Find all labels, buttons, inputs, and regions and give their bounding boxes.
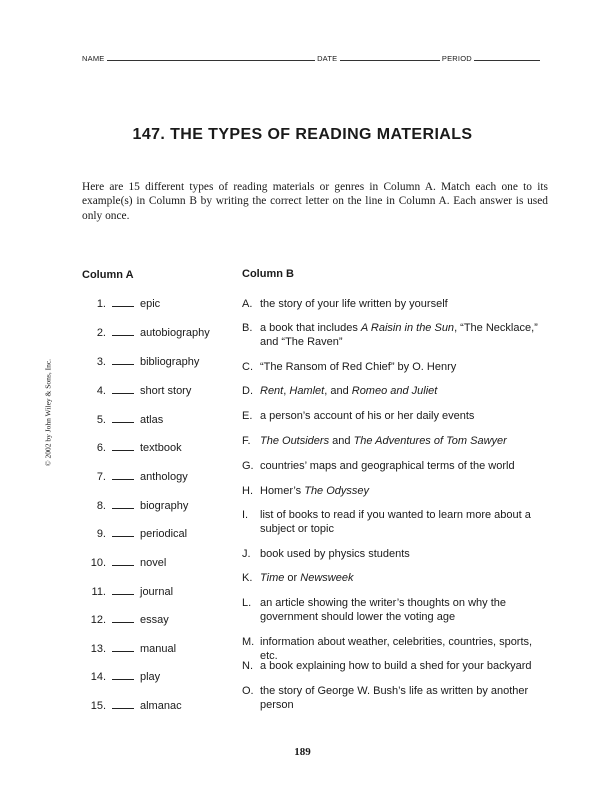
example-description (260, 508, 552, 536)
title-italic: The Outsiders (260, 435, 330, 447)
answer-blank[interactable] (112, 470, 134, 480)
text-fragment: countries’ maps and geographical terms of the world (260, 460, 515, 472)
answer-blank[interactable] (112, 441, 134, 451)
item-number: 3. (96, 356, 106, 368)
item-letter: E. (242, 410, 253, 422)
item-letter: B. (242, 322, 253, 334)
column-b-item (242, 321, 552, 349)
item-number: 15. (90, 700, 106, 712)
title-italic: The Adventures of Tom Sawyer (353, 435, 507, 447)
column-a-item (82, 413, 163, 427)
item-number: 2. (96, 327, 106, 339)
genre-term: play (140, 671, 161, 683)
item-letter: D. (242, 385, 253, 397)
text-fragment: book used by physics students (260, 548, 410, 560)
genre-term: epic (140, 298, 161, 310)
item-letter: H. (242, 485, 253, 497)
genre-term: atlas (140, 414, 164, 426)
column-b-item (242, 434, 552, 448)
period-blank[interactable] (474, 54, 540, 61)
item-number: 13. (90, 643, 106, 655)
student-info-header (82, 54, 552, 63)
genre-term: periodical (140, 528, 188, 540)
item-letter: O. (242, 685, 254, 697)
text-fragment: , and (324, 385, 352, 397)
item-number: 5. (96, 414, 106, 426)
column-a-item (82, 326, 210, 340)
item-letter: F. (242, 435, 251, 447)
example-description (260, 571, 552, 585)
example-description (260, 321, 552, 349)
column-b-item (242, 297, 552, 311)
column-a-item (82, 499, 188, 513)
genre-term: textbook (140, 442, 182, 454)
name-label: NAME (82, 54, 105, 63)
genre-term: novel (140, 557, 167, 569)
title-italic: A Raisin in the Sun (360, 322, 455, 334)
text-fragment: information about weather, celebrities, countries, sports, etc. (260, 636, 533, 662)
example-description (260, 297, 552, 311)
example-description (260, 596, 552, 624)
item-number: 12. (90, 614, 106, 626)
text-fragment: or (284, 572, 301, 584)
answer-blank[interactable] (112, 499, 134, 509)
example-description (260, 659, 552, 673)
example-description (260, 434, 552, 448)
genre-term: manual (140, 643, 177, 655)
item-number: 7. (96, 471, 106, 483)
date-blank[interactable] (340, 54, 440, 61)
page-title: 147. THE TYPES OF READING MATERIALS (132, 126, 473, 143)
genre-term: biography (140, 500, 189, 512)
date-label: DATE (317, 54, 338, 63)
genre-term: anthology (140, 471, 188, 483)
item-letter: J. (242, 548, 251, 560)
example-description (260, 384, 552, 398)
genre-term: short story (140, 385, 192, 397)
item-number: 6. (96, 442, 106, 454)
column-b-item (242, 360, 552, 374)
answer-blank[interactable] (112, 699, 134, 709)
genre-term: almanac (140, 700, 182, 712)
item-letter: I. (242, 509, 249, 521)
column-a-item (82, 670, 160, 684)
column-b-item (242, 547, 552, 561)
text-fragment: and (329, 435, 354, 447)
answer-blank[interactable] (112, 413, 134, 423)
example-description (260, 459, 552, 473)
text-fragment: a book that includes (260, 322, 361, 334)
copyright-notice: © 2002 by John Wiley & Sons, Inc. (43, 358, 53, 467)
column-b-item (242, 384, 552, 398)
answer-blank[interactable] (112, 585, 134, 595)
text-fragment: Homer’s (260, 485, 305, 497)
column-a-item (82, 613, 169, 627)
item-letter: K. (242, 572, 253, 584)
column-b-item (242, 409, 552, 423)
text-fragment: , “The Necklace,” and “The Raven” (260, 322, 538, 348)
genre-term: journal (140, 586, 174, 598)
item-number: 8. (96, 500, 106, 512)
item-number: 1. (96, 298, 106, 310)
item-letter: C. (242, 361, 253, 373)
item-number: 9. (96, 528, 106, 540)
item-letter: G. (242, 460, 254, 472)
answer-blank[interactable] (112, 297, 134, 307)
column-b-heading: Column B (242, 268, 294, 280)
text-fragment: a book explaining how to build a shed for your backyard (260, 660, 532, 672)
title-italic: The Odyssey (304, 485, 370, 497)
column-a-item (82, 699, 182, 713)
title-italic: Newsweek (300, 572, 354, 584)
genre-term: essay (140, 614, 169, 626)
column-a-item (82, 585, 173, 599)
answer-blank[interactable] (112, 670, 134, 680)
name-blank[interactable] (107, 54, 315, 61)
column-b-item (242, 459, 552, 473)
period-label: PERIOD (441, 54, 472, 63)
example-description (260, 409, 552, 423)
item-letter: L. (242, 597, 252, 609)
column-a-item (82, 441, 182, 455)
title-italic: Time (260, 572, 285, 584)
text-fragment: , (283, 385, 290, 397)
answer-blank[interactable] (112, 326, 134, 336)
column-b-item (242, 508, 552, 536)
text-fragment: the story of George W. Bush’s life as written by another person (260, 685, 529, 711)
column-b-item (242, 659, 552, 673)
item-number: 14. (90, 671, 106, 683)
item-number: 4. (96, 385, 106, 397)
genre-term: autobiography (140, 327, 210, 339)
instructions-paragraph: Here are 15 different types of reading materials or genres in Column A. Match each one to its example(s) in Column B by writing the correct letter on the line in Column A. Each answer is used only once. (82, 181, 548, 222)
item-letter: M. (242, 636, 255, 648)
item-letter: A. (242, 298, 253, 310)
column-a-item (82, 556, 166, 570)
answer-blank[interactable] (112, 613, 134, 623)
example-description (260, 547, 552, 561)
example-description (260, 484, 552, 498)
title-italic: Rent (260, 385, 284, 397)
answer-blank[interactable] (112, 384, 134, 394)
text-fragment: “The Ransom of Red Chief” by O. Henry (260, 361, 457, 373)
text-fragment: an article showing the writer’s thoughts on why the government should lower the voting age (260, 597, 507, 623)
answer-blank[interactable] (112, 556, 134, 566)
item-number: 11. (91, 586, 106, 598)
column-b-item (242, 571, 552, 585)
title-italic: Romeo and Juliet (351, 385, 438, 397)
example-description (260, 684, 552, 712)
column-b-item (242, 484, 552, 498)
text-fragment: list of books to read if you wanted to learn more about a subject or topic (260, 509, 531, 535)
text-fragment: a person’s account of his or her daily events (260, 410, 475, 422)
page-number: 189 (294, 746, 311, 758)
answer-blank[interactable] (112, 642, 134, 652)
item-letter: N. (242, 660, 253, 672)
column-b-item (242, 596, 552, 624)
item-number: 10. (90, 557, 106, 569)
answer-blank[interactable] (112, 527, 134, 537)
column-a-item (82, 384, 191, 398)
example-description (260, 360, 552, 374)
title-italic: Hamlet (289, 385, 325, 397)
column-a-item (82, 642, 176, 656)
column-a-item (82, 355, 199, 369)
column-a-item (82, 527, 187, 541)
genre-term: bibliography (140, 356, 200, 368)
column-a-item (82, 297, 160, 311)
column-a-heading: Column A (82, 269, 134, 281)
column-a-item (82, 470, 188, 484)
text-fragment: the story of your life written by yourself (260, 298, 448, 310)
answer-blank[interactable] (112, 355, 134, 365)
column-b-item (242, 684, 552, 712)
